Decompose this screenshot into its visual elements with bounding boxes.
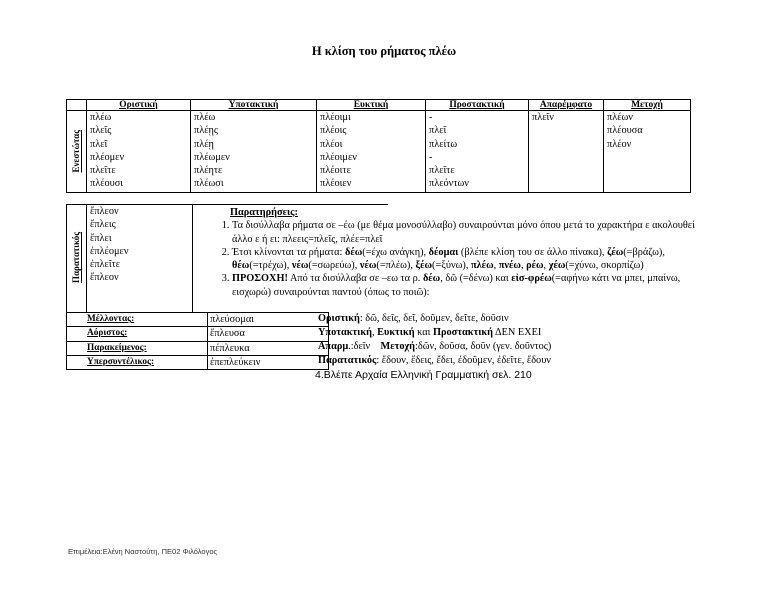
table-header-row bbox=[67, 100, 691, 111]
note-2: 2. Έτσι κλίνονται τα ρήματα: δέω(=έχω ανάγκη), δέομαι (βλέπε κλίση του σε άλλο πίνακα), ζέω(=βράζω), θέω(=τρέχω), νέω(=σωρεύω), νέω(=πλέω), ξέω(=ξύνω), πλέω, πνέω, ρέω, χέω(=χύνω, σκορπίζω) bbox=[232, 246, 702, 273]
present-efktiki-cell: πλέοιμι πλέοις πλέοι πλέοιμεν πλέοιτε πλέοιεν bbox=[317, 111, 426, 193]
tense-row: Μέλλοντας: πλεύσομαι bbox=[67, 313, 329, 327]
present-tense-table bbox=[66, 99, 691, 193]
header-prostaktiki: Προστακτική bbox=[426, 100, 529, 111]
grammar-reference: 4.Βλέπε Αρχαία Ελληνική Γραμματική σελ. 210 bbox=[315, 369, 532, 381]
deo-missing-moods: Υποτακτική, Ευκτική και Προστακτική ΔΕΝ ΕΧΕΙ bbox=[318, 327, 542, 338]
header-aparemfato: Απαρέμφατο bbox=[529, 100, 604, 111]
header-metochi: Μετοχή bbox=[604, 100, 691, 111]
footer-credit: Επιμέλεια:Ελένη Ναστούτη, ΠΕ02 Φιλόλογος bbox=[68, 547, 218, 556]
present-row bbox=[67, 111, 691, 193]
deo-imperfect: Παρατατικός: ἔδουν, ἔδεις, ἔδει, ἐδοῦμεν, ἐδεῖτε, ἔδουν bbox=[318, 355, 551, 366]
present-metochi-cell: πλέων πλέουσα πλέον bbox=[604, 111, 691, 193]
present-prostaktiki-cell: - πλεῖ πλείτω - πλεῖτε πλεόντων bbox=[426, 111, 529, 193]
imperfect-forms: ἔπλεον ἔπλεις ἔπλει ἐπλέομεν ἐπλεῖτε ἔπλεον bbox=[90, 206, 129, 284]
present-ypotaktiki-cell: πλέω πλέῃς πλέῃ πλέωμεν πλέητε πλέωσι bbox=[191, 111, 317, 193]
notes-list bbox=[214, 219, 702, 299]
note-1: 1. Τα δισύλλαβα ρήματα σε –έω (με θέμα μονοσύλλαβο) συναιρούνται μόνο όπου μετά το χαρακτήρα ε ακολουθεί άλλο ε ή ει: πλεεις=πλεῖς, πλέε=πλεῖ bbox=[232, 219, 702, 246]
present-aparemfato-cell: πλεῖν bbox=[529, 111, 604, 193]
note-3: 3. ΠΡΟΣΟΧΗ! Από τα δισύλλαβα σε –εω τα ρ. δέω, δῶ (=δένω) και εἰσ-φρέω(=αφήνω κάτι να μπει, μπαίνω, εισχωρώ) συναιρούνται παντού (όπως το ποιῶ): bbox=[232, 272, 702, 299]
present-oristiki-cell: πλέω πλεῖς πλεῖ πλέομεν πλεῖτε πλέουσι bbox=[87, 111, 191, 193]
tense-row: Αόριστος: ἔπλευσα bbox=[67, 327, 329, 341]
document-title: Η κλίση του ρήματος πλέω bbox=[311, 44, 457, 58]
tense-row: Παρακείμενος: πέπλευκα bbox=[67, 341, 329, 355]
tenses-table bbox=[66, 312, 329, 370]
present-label: Ενεστώτας bbox=[70, 130, 81, 173]
header-oristiki: Οριστική bbox=[87, 100, 191, 111]
deo-infinitive-participle: Απαρμ.:δεῖν Μετοχή:δῶν, δοῦσα, δοῦν (γεν. δοῦντος) bbox=[318, 341, 552, 352]
notes-section bbox=[214, 206, 702, 299]
header-efktiki: Ευκτική bbox=[317, 100, 426, 111]
imperfect-label: Παρατατικός bbox=[71, 232, 81, 284]
header-ypotaktiki: Υποτακτική bbox=[191, 100, 317, 111]
deo-oristiki: Οριστική: δῶ, δεῖς, δεῖ, δοῦμεν, δεῖτε, δοῦσιν bbox=[318, 313, 509, 324]
notes-heading: Παρατηρήσεις: bbox=[230, 207, 298, 218]
tense-row: Υπερσυντέλικος: ἐπεπλεύκειν bbox=[67, 355, 329, 369]
deo-forms bbox=[318, 312, 551, 368]
